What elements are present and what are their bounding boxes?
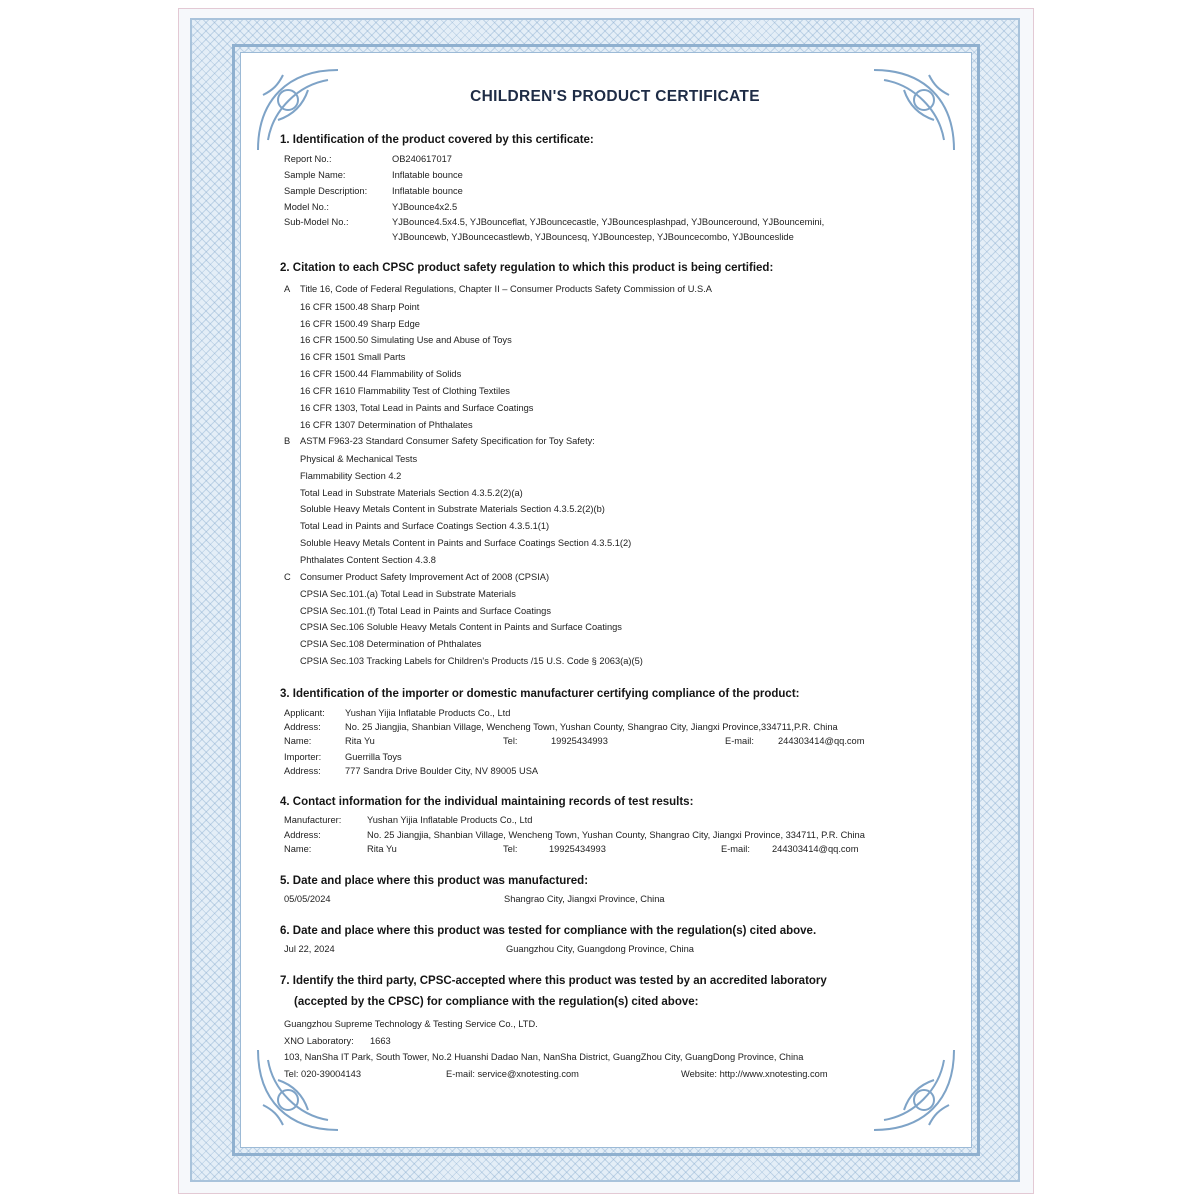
manufacturer-value: Yushan Yijia Inflatable Products Co., Ltd	[367, 815, 533, 825]
regulation-group-letter: B	[284, 436, 291, 446]
manufacturer-label: Manufacturer:	[284, 815, 342, 825]
email-value: 244303414@qq.com	[772, 844, 859, 854]
regulation-item: Total Lead in Paints and Surface Coatings Section 4.3.5.1(1)	[300, 521, 550, 531]
lab-email: E-mail: service@xnotesting.com	[446, 1069, 579, 1079]
section-4-heading: 4. Contact information for the individual maintaining records of test results:	[280, 796, 694, 808]
regulation-item: CPSIA Sec.106 Soluble Heavy Metals Content in Paints and Surface Coatings	[300, 622, 622, 632]
sample-name-value: Inflatable bounce	[392, 170, 463, 180]
submodel-label: Sub-Model No.:	[284, 217, 349, 227]
email-label: E-mail:	[721, 844, 750, 854]
regulation-group-letter: C	[284, 572, 291, 582]
submodel-line-1: YJBounce4.5x4.5, YJBounceflat, YJBouncecastle, YJBouncesplashpad, YJBounceround, YJBouncemini,	[392, 217, 825, 227]
section-5-heading: 5. Date and place where this product was manufactured:	[280, 875, 589, 887]
regulation-group-letter: A	[284, 284, 291, 294]
regulation-item: Soluble Heavy Metals Content in Paints and Surface Coatings Section 4.3.5.1(2)	[300, 538, 632, 548]
page-title: CHILDREN'S PRODUCT CERTIFICATE	[470, 88, 760, 105]
manufacture-date: 05/05/2024	[284, 894, 331, 904]
name-value: Rita Yu	[345, 736, 375, 746]
applicant-label: Applicant:	[284, 708, 325, 718]
section-7-heading-continued: (accepted by the CPSC) for compliance with the regulation(s) cited above:	[294, 996, 699, 1008]
section-6-heading: 6. Date and place where this product was tested for compliance with the regulation(s) cited above.	[280, 925, 817, 937]
regulation-item: 16 CFR 1500.50 Simulating Use and Abuse of Toys	[300, 335, 512, 345]
address-value: No. 25 Jiangjia, Shanbian Village, Wencheng Town, Yushan County, Shangrao City, Jiangxi Province, 334711, P.R. China	[367, 830, 865, 840]
importer-label: Importer:	[284, 752, 322, 762]
sample-desc-value: Inflatable bounce	[392, 186, 463, 196]
importer-value: Guerrilla Toys	[345, 752, 402, 762]
regulation-item: CPSIA Sec.108 Determination of Phthalates	[300, 639, 482, 649]
regulation-item: Flammability Section 4.2	[300, 471, 402, 481]
address-label: Address:	[284, 722, 321, 732]
regulation-item: Phthalates Content Section 4.3.8	[300, 555, 436, 565]
corner-ornament-icon	[864, 1040, 964, 1140]
section-7-heading: 7. Identify the third party, CPSC-accepted where this product was tested by an accredited laboratory	[280, 975, 827, 987]
report-no-value: OB240617017	[392, 154, 452, 164]
lab-id-label: XNO Laboratory:	[284, 1036, 354, 1046]
tel-value: 19925434993	[549, 844, 606, 854]
regulation-item: 16 CFR 1501 Small Parts	[300, 352, 406, 362]
importer-address-label: Address:	[284, 766, 321, 776]
regulation-item: 16 CFR 1500.49 Sharp Edge	[300, 319, 420, 329]
lab-name: Guangzhou Supreme Technology & Testing Service Co., LTD.	[284, 1019, 538, 1029]
importer-address-value: 777 Sandra Drive Boulder City, NV 89005 USA	[345, 766, 539, 776]
report-no-label: Report No.:	[284, 154, 332, 164]
regulation-group-title: ASTM F963-23 Standard Consumer Safety Specification for Toy Safety:	[300, 436, 595, 446]
email-value: 244303414@qq.com	[778, 736, 865, 746]
name-label: Name:	[284, 844, 312, 854]
section-2-heading: 2. Citation to each CPSC product safety regulation to which this product is being certified:	[280, 262, 774, 274]
regulation-group-title: Consumer Product Safety Improvement Act of 2008 (CPSIA)	[300, 572, 550, 582]
regulation-item: 16 CFR 1303, Total Lead in Paints and Surface Coatings	[300, 403, 534, 413]
name-value: Rita Yu	[367, 844, 397, 854]
regulation-item: Physical & Mechanical Tests	[300, 454, 418, 464]
regulation-item: CPSIA Sec.101.(f) Total Lead in Paints and Surface Coatings	[300, 606, 551, 616]
section-3-heading: 3. Identification of the importer or domestic manufacturer certifying compliance of the product:	[280, 688, 800, 700]
tel-label: Tel:	[503, 736, 518, 746]
corner-ornament-icon	[864, 60, 964, 160]
lab-id-value: 1663	[370, 1036, 391, 1046]
regulation-group-title: Title 16, Code of Federal Regulations, Chapter II – Consumer Products Safety Commission of U.S.A	[300, 284, 713, 294]
regulation-item: CPSIA Sec.101.(a) Total Lead in Substrate Materials	[300, 589, 516, 599]
address-value: No. 25 Jiangjia, Shanbian Village, Wencheng Town, Yushan County, Shangrao City, Jiangxi Province,334711,P.R. China	[345, 722, 838, 732]
name-label: Name:	[284, 736, 312, 746]
sample-desc-label: Sample Description:	[284, 186, 368, 196]
model-no-label: Model No.:	[284, 202, 329, 212]
regulation-item: 16 CFR 1500.48 Sharp Point	[300, 302, 420, 312]
manufacture-place: Shangrao City, Jiangxi Province, China	[504, 894, 665, 904]
address-label: Address:	[284, 830, 321, 840]
sample-name-label: Sample Name:	[284, 170, 346, 180]
regulation-item: 16 CFR 1610 Flammability Test of Clothing Textiles	[300, 386, 510, 396]
lab-tel: Tel: 020-39004143	[284, 1069, 362, 1079]
tel-label: Tel:	[503, 844, 518, 854]
regulation-item: Soluble Heavy Metals Content in Substrate Materials Section 4.3.5.2(2)(b)	[300, 504, 605, 514]
tel-value: 19925434993	[551, 736, 608, 746]
model-no-value: YJBounce4x2.5	[392, 202, 458, 212]
email-label: E-mail:	[725, 736, 754, 746]
applicant-value: Yushan Yijia Inflatable Products Co., Ltd	[345, 708, 511, 718]
regulation-item: CPSIA Sec.103 Tracking Labels for Children's Products /15 U.S. Code § 2063(a)(5)	[300, 656, 643, 666]
section-1-heading: 1. Identification of the product covered by this certificate:	[280, 134, 594, 146]
regulation-item: Total Lead in Substrate Materials Section 4.3.5.2(2)(a)	[300, 488, 523, 498]
submodel-line-2: YJBouncewb, YJBouncecastlewb, YJBouncesq, YJBouncestep, YJBouncecombo, YJBounceslide	[392, 232, 794, 242]
lab-website: Website: http://www.xnotesting.com	[681, 1069, 828, 1079]
regulation-item: 16 CFR 1307 Determination of Phthalates	[300, 420, 473, 430]
test-date: Jul 22, 2024	[284, 944, 335, 954]
lab-address: 103, NanSha IT Park, South Tower, No.2 Huanshi Dadao Nan, NanSha District, GuangZhou City, GuangDong Province, China	[284, 1052, 804, 1062]
test-place: Guangzhou City, Guangdong Province, China	[506, 944, 694, 954]
regulation-item: 16 CFR 1500.44 Flammability of Solids	[300, 369, 462, 379]
